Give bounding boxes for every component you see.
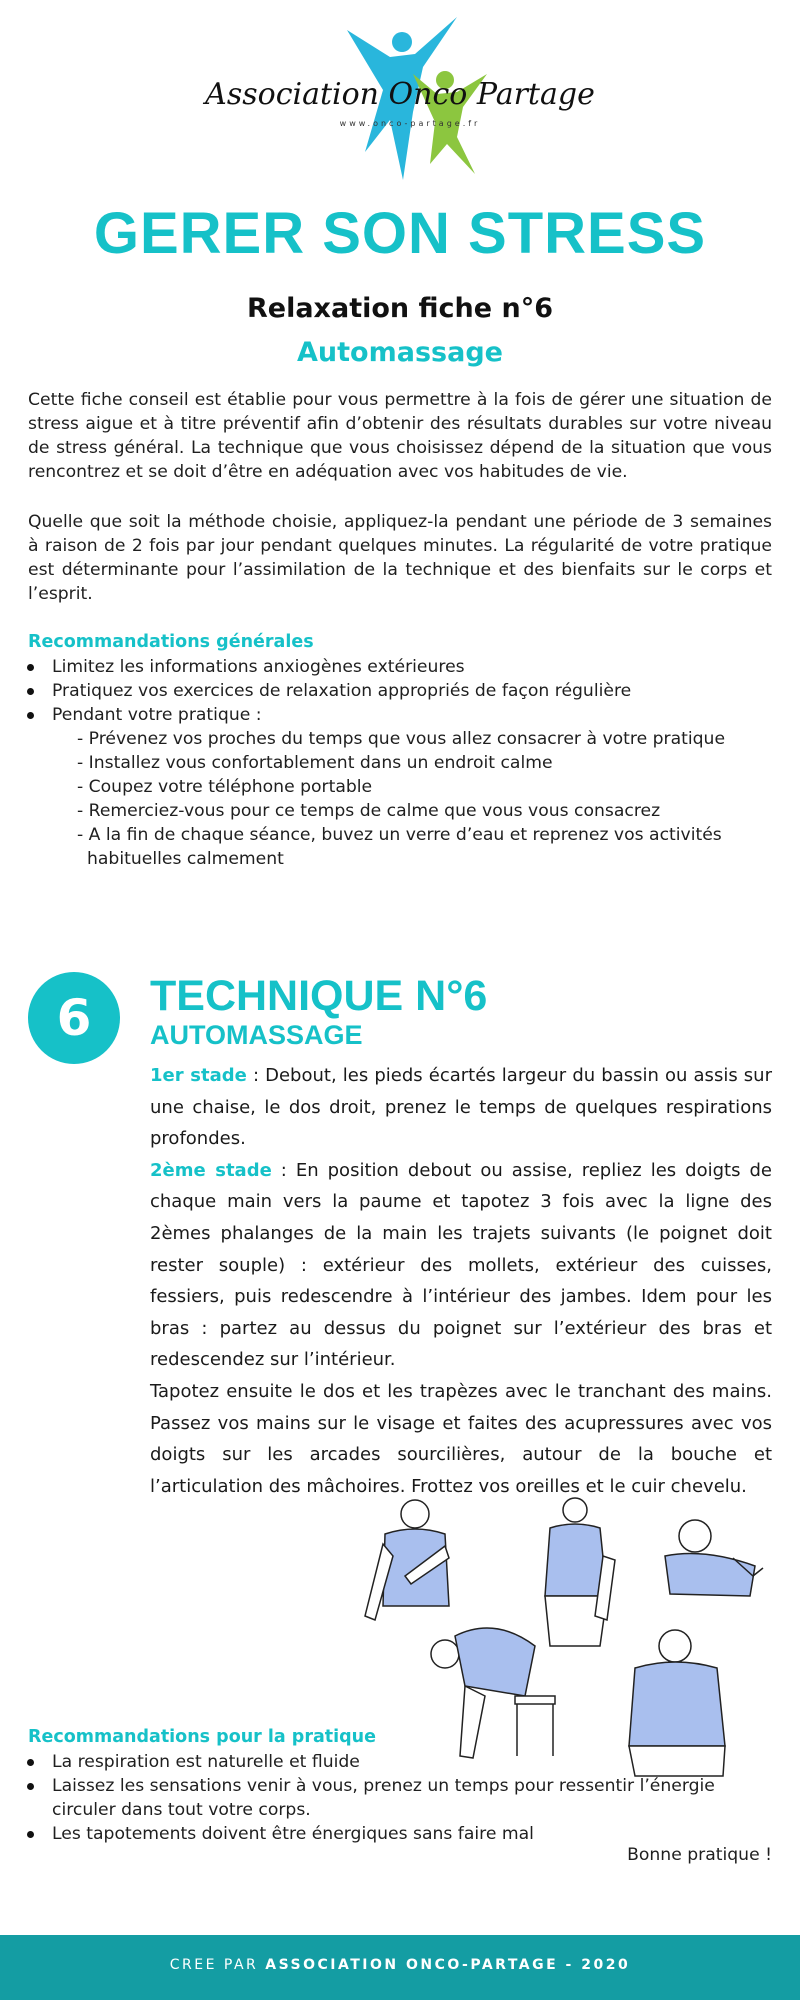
sub-item: - Remerciez-vous pour ce temps de calme que vous vous consacrez — [77, 801, 661, 821]
list-item — [24, 703, 776, 871]
practice-recommendations-list — [24, 1750, 776, 1846]
technique-number-badge: 6 — [28, 972, 120, 1064]
footer-credit — [0, 1935, 800, 2000]
footer-prefix: CREE PAR — [169, 1957, 266, 1973]
stage-2-label: 2ème stade — [150, 1159, 272, 1181]
seated-figure-icon — [431, 1628, 555, 1758]
stage-1-text: : Debout, les pieds écartés largeur du bassin ou assis sur une chaise, le dos droit, prenez le temps de quelques respirations profondes. — [150, 1065, 772, 1150]
sub-item: - Prévenez vos proches du temps que vous allez consacrer à votre pratique — [77, 729, 726, 749]
footer-organization: ASSOCIATION ONCO-PARTAGE - 2020 — [265, 1957, 631, 1973]
stage-2 — [150, 1155, 772, 1376]
list-item: Laissez les sensations venir à vous, prenez un temps pour ressentir l’énergie circuler dans tout votre corps. — [24, 1774, 776, 1822]
association-logo — [205, 12, 595, 182]
list-item-label: Pendant votre pratique : — [52, 705, 262, 725]
standing-figure-2-icon — [545, 1498, 615, 1646]
sheet-subtitle: Relaxation fiche n°6 — [246, 293, 553, 324]
sub-item: - Coupez votre téléphone portable — [77, 777, 373, 797]
practice-sublist — [52, 727, 776, 871]
general-recommendations-title: Recommandations générales — [28, 632, 314, 652]
list-item: La respiration est naturelle et fluide — [24, 1750, 776, 1774]
technique-subtitle: AUTOMASSAGE — [150, 1020, 363, 1050]
intro-paragraph-2: Quelle que soit la méthode choisie, appliquez-la pendant une période de 3 semaines à raison de 2 fois par jour pendant quelques minutes. La régularité de votre pratique est déterminante pour l’assimilation de la technique et des bienfaits sur le corps et l’esprit. — [28, 512, 772, 604]
logo-name: Association Onco Partage — [205, 77, 595, 112]
list-item: Limitez les informations anxiogènes extérieures — [24, 655, 776, 679]
technique-body — [150, 1060, 772, 1502]
standing-figure-1-icon — [365, 1500, 449, 1620]
logo-url: www.onco-partage.fr — [339, 119, 481, 128]
stage-1 — [150, 1060, 772, 1155]
stage-1-label: 1er stade — [150, 1065, 247, 1086]
closing-text: Bonne pratique ! — [627, 1845, 772, 1865]
technique-title: TECHNIQUE N°6 — [150, 972, 488, 1020]
stage-2-text: : En position debout ou assise, repliez les doigts de chaque main vers la paume et tapotez 3 fois avec la ligne des 2èmes phalanges de la main les trajets suivants (le poignet doit rester souple) : extérieur des mollets, extérieur des cuisses, fessiers, puis redescendre à l’intérieur des jambes. Idem pour les bras : partez au dessus du poignet sur l’extérieur des bras et redescendez sur l’intérieur. — [150, 1159, 772, 1371]
self-massage-illustration — [345, 1496, 775, 1780]
page-title: GERER SON STRESS — [93, 201, 707, 266]
intro-paragraph-1: Cette fiche conseil est établie pour vous permettre à la fois de gérer une situation de stress aigue et à titre préventif afin d’obtenir des résultats durables sur votre niveau de stress général. La technique que vous choisissez dépend de la situation que vous rencontrez et se doit d’être en adéquation avec vos habitudes de vie. — [28, 390, 772, 482]
sheet-topic: Automassage — [297, 337, 503, 368]
stage-3-text: Tapotez ensuite le dos et les trapèzes avec le tranchant des mains. Passez vos mains sur le visage et faites des acupressures avec vos doigts sur les arcades sourcilières, autour de la bouche et l’articulation des mâchoires. Frottez vos oreilles et le cuir chevelu. — [150, 1380, 772, 1497]
list-item: Pratiquez vos exercices de relaxation appropriés de façon régulière — [24, 679, 776, 703]
practice-recommendations-title: Recommandations pour la pratique — [28, 1727, 376, 1747]
list-item: Les tapotements doivent être énergiques sans faire mal — [24, 1822, 776, 1846]
general-recommendations-list — [24, 655, 776, 871]
sub-item: - A la fin de chaque séance, buvez un verre d’eau et reprenez vos activités habituelles calmement — [77, 825, 722, 869]
face-massage-figure-icon — [665, 1520, 763, 1596]
sub-item: - Installez vous confortablement dans un endroit calme — [77, 753, 553, 773]
